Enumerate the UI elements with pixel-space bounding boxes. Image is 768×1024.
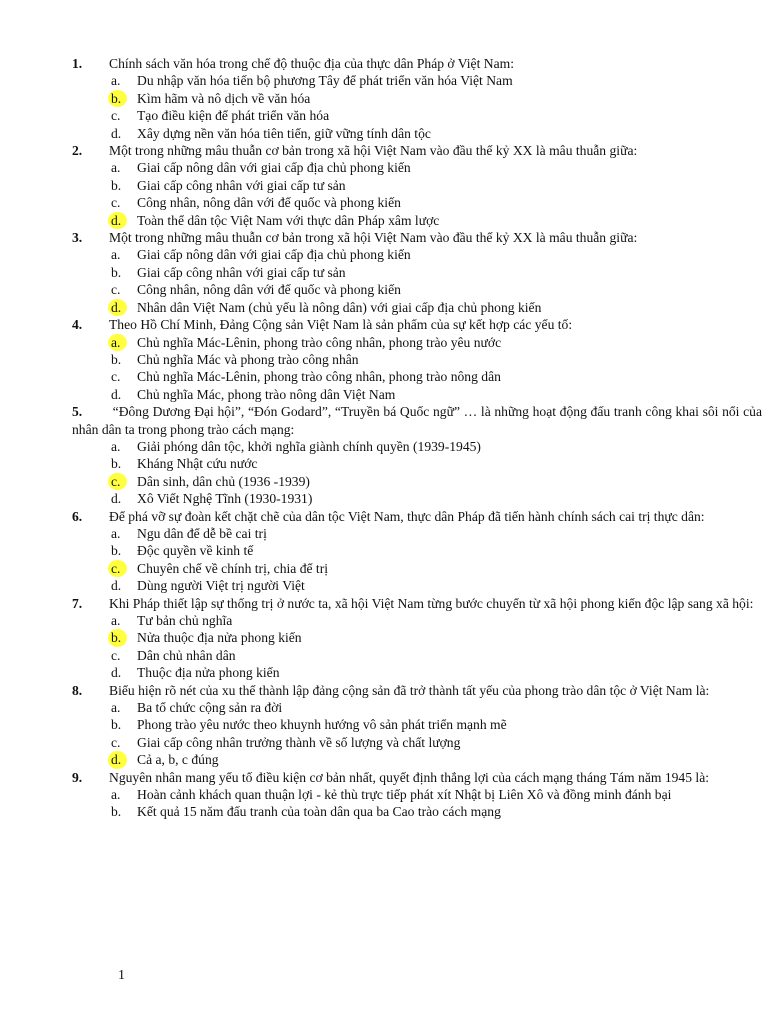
question-text: Để phá vỡ sự đoàn kết chặt chẽ của dân tộc Việt Nam, thực dân Pháp đã tiến hành chính sách cai trị thực dân: bbox=[109, 508, 705, 524]
answer-text: Ba tổ chức cộng sản ra đời bbox=[137, 700, 283, 716]
answer-text: Dân sinh, dân chủ (1936 -1939) bbox=[137, 473, 310, 489]
question-text: Khi Pháp thiết lập sự thống trị ở nước ta, xã hội Việt Nam từng bước chuyển từ xã hội phong kiến độc lập sang xã hội: bbox=[109, 595, 754, 611]
answer-option bbox=[72, 177, 762, 194]
question-number: 6. bbox=[72, 508, 83, 524]
answer-option bbox=[72, 455, 762, 472]
answer-letter-highlighted: c. bbox=[108, 473, 127, 490]
question-text: Nguyên nhân mang yếu tố điều kiện cơ bản nhất, quyết định thắng lợi của cách mạng tháng Tám năm 1945 là: bbox=[109, 769, 710, 785]
answer-letter: a. bbox=[111, 700, 121, 716]
question-title bbox=[72, 769, 762, 786]
answer-option bbox=[72, 699, 762, 716]
answer-text: Chủ nghĩa Mác và phong trào công nhân bbox=[137, 351, 359, 367]
answer-option bbox=[72, 299, 762, 316]
question-text: Biểu hiện rõ nét của xu thế thành lập đảng cộng sản đã trở thành tất yếu của phong trào dân tộc ở Việt Nam là: bbox=[109, 682, 710, 698]
question-text: Một trong những mâu thuẫn cơ bản trong xã hội Việt Nam vào đầu thế kỷ XX là mâu thuẫn giữa: bbox=[109, 230, 638, 246]
answer-text: Du nhập văn hóa tiến bộ phương Tây để phát triển văn hóa Việt Nam bbox=[137, 73, 513, 89]
answer-letter: c. bbox=[111, 195, 121, 211]
answer-letter-highlighted: a. bbox=[108, 334, 127, 351]
answer-option bbox=[72, 386, 762, 403]
answer-text: Chủ nghĩa Mác-Lênin, phong trào công nhân, phong trào nông dân bbox=[137, 369, 501, 385]
question-title bbox=[72, 595, 762, 612]
answer-option bbox=[72, 72, 762, 89]
answer-text: Giai cấp công nhân với giai cấp tư sản bbox=[137, 177, 346, 193]
answer-letter: b. bbox=[111, 351, 122, 367]
answer-letter: b. bbox=[111, 456, 122, 472]
answer-letter: c. bbox=[111, 282, 121, 298]
question-number: 9. bbox=[72, 769, 83, 785]
answer-text: Độc quyền về kinh tế bbox=[137, 543, 254, 559]
answer-letter: c. bbox=[111, 108, 121, 124]
question-number: 4. bbox=[72, 317, 83, 333]
answer-option bbox=[72, 542, 762, 559]
answer-letter-highlighted: d. bbox=[108, 751, 127, 768]
answer-text: Giai cấp nông dân với giai cấp địa chủ phong kiến bbox=[137, 247, 411, 263]
answer-letter: a. bbox=[111, 247, 121, 263]
answer-letter: a. bbox=[111, 787, 121, 803]
answer-option bbox=[72, 351, 762, 368]
answer-option bbox=[72, 246, 762, 263]
answer-letter: d. bbox=[111, 125, 122, 141]
question-title bbox=[72, 682, 762, 699]
answer-option bbox=[72, 264, 762, 281]
question-number: 5. bbox=[72, 404, 83, 420]
answer-letter: d. bbox=[111, 491, 122, 507]
question-text: “Đông Dương Đại hội”, “Đón Godard”, “Truyền bá Quốc ngữ” … là những hoạt động đấu tranh công khai sôi nổi của nhân dân ta trong phong trào cách mạng: bbox=[72, 404, 762, 437]
answer-letter-highlighted: c. bbox=[108, 560, 127, 577]
answer-text: Nửa thuộc địa nửa phong kiến bbox=[137, 630, 302, 646]
answer-letter: a. bbox=[111, 73, 121, 89]
answer-letter: c. bbox=[111, 734, 121, 750]
answer-option bbox=[72, 612, 762, 629]
answer-letter: b. bbox=[111, 264, 122, 280]
answer-letter-highlighted: d. bbox=[108, 212, 127, 229]
answer-text: Chủ nghĩa Mác, phong trào nông dân Việt Nam bbox=[137, 386, 396, 402]
answer-text: Kết quả 15 năm đấu tranh của toàn dân qua ba Cao trào cách mạng bbox=[137, 804, 501, 820]
answer-letter: b. bbox=[111, 717, 122, 733]
answer-text: Cả a, b, c đúng bbox=[137, 752, 219, 768]
answer-text: Tư bản chủ nghĩa bbox=[137, 613, 233, 628]
answer-option bbox=[72, 560, 762, 577]
answer-text: Giai cấp nông dân với giai cấp địa chủ phong kiến bbox=[137, 160, 411, 176]
question-title bbox=[72, 142, 762, 159]
answer-text: Giải phóng dân tộc, khởi nghĩa giành chính quyền (1939-1945) bbox=[137, 438, 481, 454]
answer-option bbox=[72, 107, 762, 124]
answer-option bbox=[72, 212, 762, 229]
answer-letter: d. bbox=[111, 665, 122, 681]
answer-option bbox=[72, 194, 762, 211]
answer-text: Chuyên chế về chính trị, chia để trị bbox=[137, 560, 329, 576]
question-title bbox=[72, 229, 762, 246]
answer-letter: b. bbox=[111, 804, 122, 820]
question-title bbox=[72, 55, 762, 72]
answer-text: Giai cấp công nhân với giai cấp tư sản bbox=[137, 264, 346, 280]
question-number: 1. bbox=[72, 56, 83, 71]
answer-option bbox=[72, 664, 762, 681]
question-number: 8. bbox=[72, 682, 83, 698]
question-text: Một trong những mâu thuẫn cơ bản trong xã hội Việt Nam vào đầu thế kỷ XX là mâu thuẫn giữa: bbox=[109, 143, 638, 159]
answer-text: Xây dựng nền văn hóa tiên tiến, giữ vững tính dân tộc bbox=[137, 125, 431, 141]
answer-option bbox=[72, 803, 762, 820]
question-list bbox=[72, 55, 762, 821]
answer-letter: d. bbox=[111, 578, 122, 594]
answer-letter: a. bbox=[111, 613, 121, 628]
answer-letter: a. bbox=[111, 525, 121, 541]
answer-text: Kìm hãm và nô dịch về văn hóa bbox=[137, 90, 311, 106]
answer-option bbox=[72, 577, 762, 594]
answer-text: Phong trào yêu nước theo khuynh hướng vô sản phát triển mạnh mẽ bbox=[137, 717, 507, 733]
answer-text: Nhân dân Việt Nam (chủ yếu là nông dân) với giai cấp địa chủ phong kiến bbox=[137, 299, 542, 315]
question-title bbox=[72, 316, 762, 333]
answer-option bbox=[72, 125, 762, 142]
answer-text: Dân chủ nhân dân bbox=[137, 647, 236, 663]
answer-text: Toàn thể dân tộc Việt Nam với thực dân Pháp xâm lược bbox=[137, 212, 440, 228]
answer-letter: b. bbox=[111, 543, 122, 559]
question-title bbox=[72, 508, 762, 525]
answer-letter: c. bbox=[111, 369, 121, 385]
question-number: 3. bbox=[72, 230, 83, 246]
answer-option bbox=[72, 90, 762, 107]
question-text: Chính sách văn hóa trong chế độ thuộc địa của thực dân Pháp ở Việt Nam: bbox=[109, 56, 514, 71]
answer-text: Ngu dân để dễ bề cai trị bbox=[137, 525, 267, 541]
answer-option bbox=[72, 281, 762, 298]
answer-text: Chủ nghĩa Mác-Lênin, phong trào công nhân, phong trào yêu nước bbox=[137, 334, 502, 350]
answer-letter: c. bbox=[111, 647, 121, 663]
answer-text: Dùng người Việt trị người Việt bbox=[137, 578, 305, 594]
answer-text: Thuộc địa nửa phong kiến bbox=[137, 665, 280, 681]
answer-text: Tạo điều kiện để phát triển văn hóa bbox=[137, 108, 330, 124]
answer-option bbox=[72, 734, 762, 751]
answer-option bbox=[72, 334, 762, 351]
question-title bbox=[72, 403, 762, 438]
answer-text: Hoàn cảnh khách quan thuận lợi - kẻ thù trực tiếp phát xít Nhật bị Liên Xô và đồng minh đánh bại bbox=[137, 787, 672, 803]
question-text: Theo Hồ Chí Minh, Đảng Cộng sản Việt Nam là sản phẩm của sự kết hợp các yếu tố: bbox=[109, 317, 573, 333]
answer-text: Công nhân, nông dân với đế quốc và phong kiến bbox=[137, 195, 401, 211]
question-number: 7. bbox=[72, 595, 83, 611]
answer-option bbox=[72, 438, 762, 455]
answer-letter: b. bbox=[111, 177, 122, 193]
answer-option bbox=[72, 647, 762, 664]
answer-text: Xô Viết Nghệ Tĩnh (1930-1931) bbox=[137, 491, 313, 507]
answer-option bbox=[72, 716, 762, 733]
answer-option bbox=[72, 490, 762, 507]
answer-option bbox=[72, 786, 762, 803]
answer-text: Công nhân, nông dân với đế quốc và phong kiến bbox=[137, 282, 401, 298]
answer-option bbox=[72, 159, 762, 176]
answer-letter: d. bbox=[111, 386, 122, 402]
answer-option bbox=[72, 525, 762, 542]
answer-option bbox=[72, 751, 762, 768]
answer-text: Kháng Nhật cứu nước bbox=[137, 456, 258, 472]
answer-letter-highlighted: b. bbox=[108, 629, 127, 646]
answer-option bbox=[72, 629, 762, 646]
answer-text: Giai cấp công nhân trưởng thành về số lượng và chất lượng bbox=[137, 734, 461, 750]
answer-letter-highlighted: b. bbox=[108, 90, 127, 107]
question-number: 2. bbox=[72, 143, 83, 159]
answer-letter-highlighted: d. bbox=[108, 299, 127, 316]
answer-option bbox=[72, 473, 762, 490]
page-number: 1 bbox=[118, 968, 125, 983]
answer-letter: a. bbox=[111, 160, 121, 176]
answer-option bbox=[72, 368, 762, 385]
answer-letter: a. bbox=[111, 438, 121, 454]
